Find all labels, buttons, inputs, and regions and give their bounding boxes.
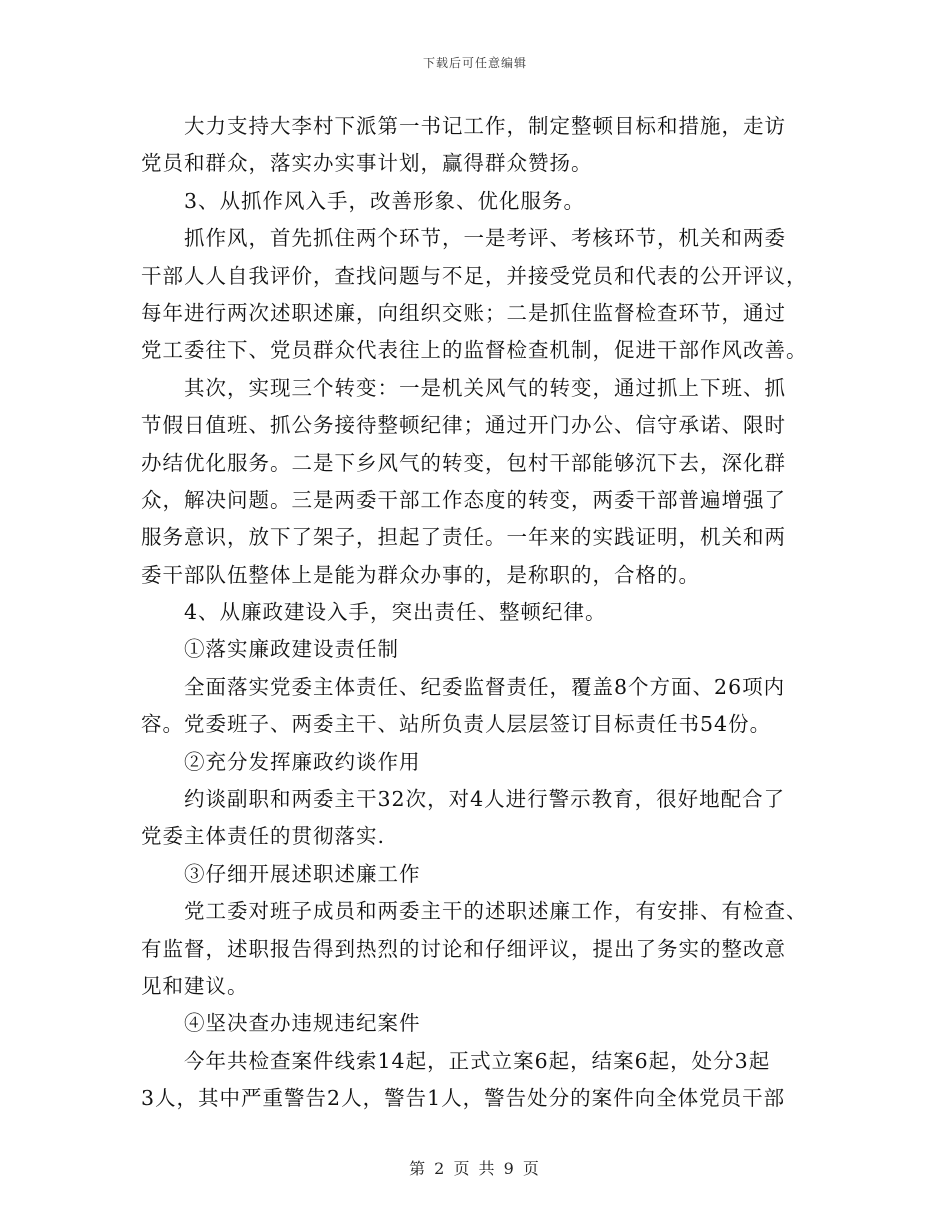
text-line: 党工委对班子成员和两委主干的述职述廉工作，有安排、有检查、	[184, 899, 808, 924]
text-line: 3、从抓作风入手，改善形象、优化服务。	[184, 188, 586, 213]
text-line: ①落实廉政建设责任制	[184, 637, 399, 662]
text-line: ③仔细开展述职述廉工作	[184, 861, 421, 886]
text-line: 服务意识，放下了架子，担起了责任。一年来的实践证明，机关和两	[141, 525, 786, 550]
text-line: 委干部队伍整体上是能为群众办事的，是称职的，合格的。	[141, 562, 700, 587]
text-line: 全面落实党委主体责任、纪委监督责任，覆盖8个方面、26项内	[184, 674, 786, 699]
text-line: 节假日值班、抓公务接待整顿纪律；通过开门办公、信守承诺、限时	[141, 413, 786, 438]
document-body	[141, 108, 809, 1118]
text-line: 大力支持大李村下派第一书记工作，制定整顿目标和措施，走访	[184, 114, 786, 138]
text-line: ④坚决查办违规违纪案件	[184, 1011, 421, 1036]
text-line: 办结优化服务。二是下乡风气的转变，包村干部能够沉下去，深化群	[141, 450, 786, 475]
text-line: 约谈副职和两委主干32次，对4人进行警示教育，很好地配合了	[184, 787, 786, 812]
text-line: 党工委往下、党员群众代表往上的监督检查机制，促进干部作风改善。	[141, 338, 808, 363]
text-line: 今年共检查案件线索14起，正式立案6起，结案6起，处分3起	[184, 1048, 771, 1073]
text-line: 抓作风，首先抓住两个环节，一是考评、考核环节，机关和两委	[184, 226, 786, 251]
page-number-footer: 第 2 页 共 9 页	[409, 1159, 541, 1178]
text-line: 3人，其中严重警告2人，警告1人，警告处分的案件向全体党员干部	[141, 1086, 786, 1111]
text-line: ②充分发挥廉政约谈作用	[184, 749, 421, 774]
text-line: 众，解决问题。三是两委干部工作态度的转变，两委干部普遍增强了	[141, 487, 786, 512]
text-line: 有监督，述职报告得到热烈的讨论和仔细评议，提出了务实的整改意	[141, 936, 786, 961]
text-line: 每年进行两次述职述廉，向组织交账；二是抓住监督检查环节，通过	[141, 300, 786, 325]
text-line: 党员和群众，落实办实事计划，赢得群众赞扬。	[141, 151, 593, 176]
text-line: 4、从廉政建设入手，突出责任、整顿纪律。	[184, 600, 607, 625]
text-line: 见和建议。	[141, 973, 249, 998]
page-header-note: 下载后可任意编辑	[422, 56, 527, 70]
text-line: 干部人人自我评价，查找问题与不足，并接受党员和代表的公开评议，	[141, 263, 808, 288]
text-line: 党委主体责任的贯彻落实.	[141, 824, 386, 849]
text-line: 容。党委班子、两委主干、站所负责人层层签订目标责任书54份。	[141, 712, 772, 737]
text-line: 其次，实现三个转变：一是机关风气的转变，通过抓上下班、抓	[184, 375, 786, 400]
